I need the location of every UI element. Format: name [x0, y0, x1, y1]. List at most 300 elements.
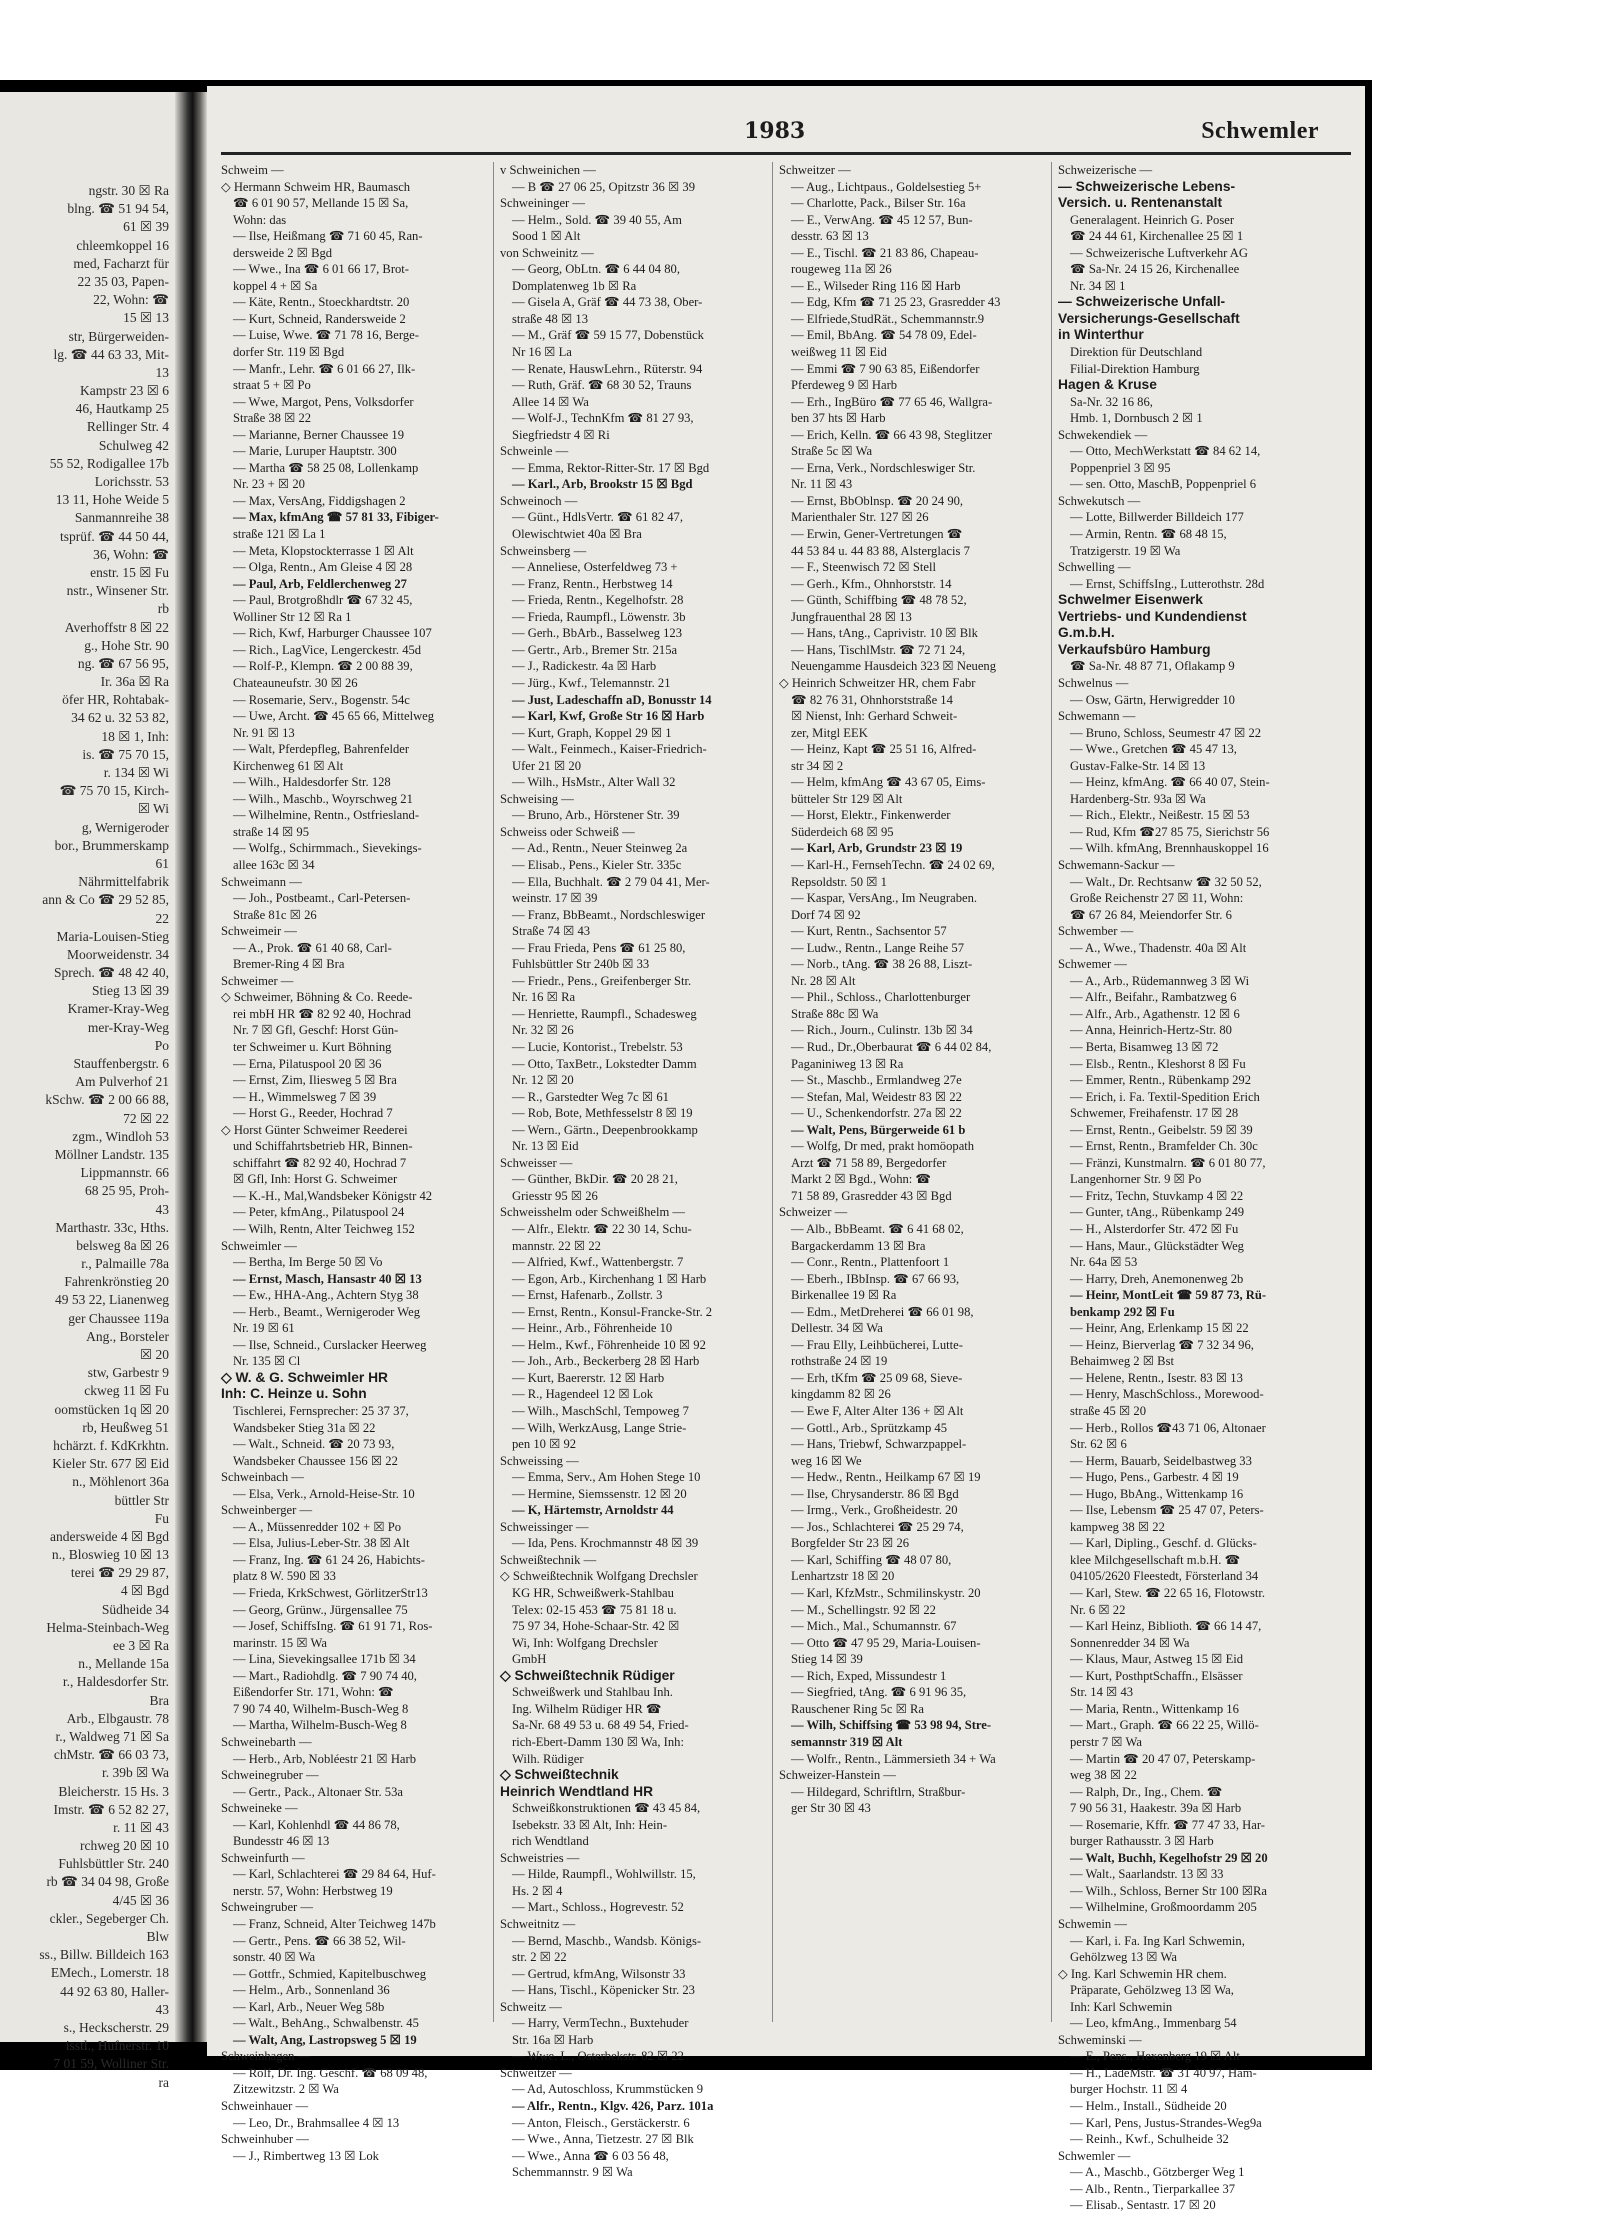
directory-entry: — Ruth, Gräf. ☎ 68 30 52, Trauns [512, 378, 692, 393]
directory-entry: — Anton, Fleisch., Gerstäckerstr. 6 [512, 2115, 690, 2130]
directory-entry: — Karl, Dipling., Geschf. d. Glücks- [1070, 1536, 1257, 1551]
directory-entry: — B ☎ 27 06 25, Opitzstr 36 ☒ 39 [512, 179, 695, 194]
directory-entry: — Martha ☎ 58 25 08, Lollenkamp [233, 460, 419, 475]
directory-entry: klee Milchgesellschaft m.b.H. ☎ [1070, 1552, 1241, 1567]
directory-entry: — Max, VersAng, Fiddigshagen 2 [233, 493, 406, 508]
left-page-line: ee 3 ☒ Ra [113, 1638, 169, 1653]
left-page-line: n., Bloswieg 10 ☒ 13 [51, 1547, 169, 1563]
directory-entry: — Gertrud, kfmAng, Wilsonstr 33 [512, 1966, 686, 1981]
directory-entry: — Reinh., Kwf., Schulheide 32 [1070, 2132, 1229, 2147]
directory-heading: Schwelnus — [1058, 675, 1129, 690]
page-number: 1983 [744, 118, 806, 144]
directory-entry: — Elisab., Sentastr. 17 ☒ 20 [1070, 2198, 1216, 2213]
left-page-line: 22, Wohn: ☎ [93, 292, 169, 308]
directory-heading: Schweitnitz — [500, 1916, 576, 1931]
left-page-line: Helma-Steinbach-Weg [46, 1619, 169, 1635]
directory-entry: Dellestr. 34 ☒ Wa [791, 1321, 883, 1336]
left-page-line: nstr., Winsener Str. [66, 583, 169, 599]
directory-entry: ☎ Sa-Nr. 24 15 26, Kirchenallee [1070, 262, 1240, 277]
directory-entry: — Hilde, Raumpfl., Wohlwillstr. 15, [512, 1867, 696, 1882]
left-page-line: belsweg 8a ☒ 26 [76, 1237, 169, 1253]
directory-entry: — Karl, Pens, Justus-Strandes-Weg9a [1070, 2115, 1262, 2130]
directory-entry: — Günth, Schiffbing ☎ 48 78 52, [791, 593, 967, 608]
directory-heading: Schweitzer — [500, 2065, 572, 2080]
directory-entry: — Walt., Schneid. ☎ 20 73 93, [233, 1437, 395, 1452]
directory-entry: — Norb., tAng. ☎ 38 26 88, Liszt- [791, 957, 973, 972]
directory-entry: — Ludw., Rentn., Lange Reihe 57 [791, 940, 965, 955]
left-page-line: Stauffenbergstr. 6 [73, 1056, 169, 1071]
directory-entry: Ufer 21 ☒ 20 [512, 758, 581, 773]
left-page-line: r. 134 ☒ Wi [103, 765, 169, 780]
directory-heading: Schweinbach — [221, 1470, 304, 1485]
directory-entry: — J., Radickestr. 4a ☒ Harb [512, 659, 657, 674]
directory-entry: — Anna, Heinrich-Hertz-Str. 80 [1070, 1023, 1232, 1038]
directory-entry: ◇ Schweißtechnik Rüdiger [500, 1667, 675, 1683]
directory-entry: Heinrich Wendtland HR [500, 1783, 654, 1799]
directory-heading: Schweinberger — [221, 1503, 313, 1518]
left-page-line: 68 25 95, Proh- [85, 1183, 169, 1199]
directory-entry: Nr 16 ☒ La [512, 345, 572, 360]
left-page-line: öfer HR, Rohtabak- [62, 692, 169, 708]
directory-entry: — Ernst, BbOblnsp. ☎ 20 24 90, [791, 493, 964, 508]
left-page-line: 44 92 63 80, Haller- [60, 1983, 169, 1999]
directory-entry: Ing. Wilhelm Rüdiger HR ☎ [512, 1701, 662, 1716]
left-page-line: EMech., Lomerstr. 18 [50, 1965, 169, 1981]
directory-entry: — Wwe., Anna ☎ 6 03 56 48, [512, 2148, 669, 2163]
directory-entry: — E., Wilseder Ring 116 ☒ Harb [791, 278, 961, 293]
directory-entry: Hs. 2 ☒ 4 [512, 1883, 563, 1898]
directory-entry: — Wwe., Ina ☎ 6 01 66 17, Brot- [233, 262, 409, 277]
directory-entry: — Eberh., IBbInsp. ☎ 67 66 93, [791, 1271, 960, 1286]
directory-entry: — A., Müssenredder 102 + ☒ Po [233, 1519, 402, 1534]
left-page-line: Lippmannstr. 66 [80, 1165, 169, 1181]
directory-entry: Nr. 91 ☒ 13 [233, 725, 295, 740]
directory-entry: — Helm., Arb., Sonnenland 36 [233, 1983, 390, 1998]
left-page-line: ann & Co ☎ 29 52 85, [42, 892, 169, 908]
directory-entry: KG HR, Schweißwerk-Stahlbau [512, 1586, 674, 1601]
directory-entry: — Hans, tAng., Caprivistr. 10 ☒ Blk [791, 626, 978, 641]
directory-entry: — A., Prok. ☎ 61 40 68, Carl- [233, 940, 392, 955]
directory-entry: — Irmg., Verk., Großheidestr. 20 [791, 1503, 958, 1518]
left-page-line: mer-Kray-Weg [87, 1019, 169, 1035]
directory-entry: 7 90 56 31, Haakestr. 39a ☒ Harb [1070, 1801, 1242, 1816]
directory-entry: kingdamm 82 ☒ 26 [791, 1387, 891, 1402]
left-page-line: Südheide 34 [101, 1601, 169, 1617]
directory-entry: — A., Wwe., Thadenstr. 40a ☒ Alt [1070, 940, 1247, 955]
directory-entry: — Frieda, KrkSchwest, GörlitzerStr13 [233, 1586, 428, 1601]
directory-entry: — Wilh., HsMstr., Alter Wall 32 [512, 775, 676, 790]
directory-entry: — Walt., Feinmech., Kaiser-Friedrich- [512, 742, 707, 757]
directory-entry: — Karl, Kohlenhdl ☎ 44 86 78, [233, 1817, 400, 1832]
left-page-line: ngstr. 30 ☒ Ra [88, 183, 169, 198]
directory-heading: Schwekutsch — [1058, 493, 1141, 508]
directory-entry: Inh: Karl Schwemin [1070, 1999, 1173, 2014]
directory-entry: — Hans, Maur., Glückstädter Weg [1070, 1238, 1244, 1253]
directory-entry: — Charlotte, Pack., Bilser Str. 16a [791, 196, 966, 211]
left-page-line: terei ☎ 29 29 87, [70, 1565, 169, 1581]
directory-entry: — Ernst, Masch, Hansastr 40 ☒ 13 [233, 1271, 422, 1286]
directory-entry: Repsoldstr. 50 ☒ 1 [791, 874, 887, 889]
directory-entry: sonstr. 40 ☒ Wa [233, 1950, 316, 1965]
directory-entry: Behaimweg 2 ☒ Bst [1070, 1354, 1174, 1369]
directory-entry: — Emma, Rektor-Ritter-Str. 17 ☒ Bgd [512, 460, 710, 475]
directory-entry: Bargackerdamm 13 ☒ Bra [791, 1238, 926, 1253]
directory-entry: Nr. 19 ☒ 61 [233, 1321, 295, 1336]
directory-entry: — Hildegard, Schriftlrn, Straßbur- [791, 1784, 966, 1799]
directory-entry: nerstr. 57, Wohn: Herbstweg 19 [233, 1883, 393, 1898]
directory-entry: Nr. 11 ☒ 43 [791, 477, 853, 492]
directory-entry: — Ad., Rentn., Neuer Steinweg 2a [512, 841, 688, 856]
directory-entry: — Meta, Klopstockterrasse 1 ☒ Alt [233, 543, 414, 558]
directory-entry: — Gertr., Pens. ☎ 66 38 52, Wil- [233, 1933, 406, 1948]
directory-entry: — Karl, Schlachterei ☎ 29 84 64, Huf- [233, 1867, 436, 1882]
directory-entry: str. 2 ☒ 22 [512, 1950, 567, 1965]
left-page-line: n., Möhlenort 36a [72, 1474, 169, 1490]
left-page-line: Averhoffstr 8 ☒ 22 [64, 619, 169, 635]
directory-entry: in Winterthur [1058, 327, 1144, 343]
directory-entry: Str. 16a ☒ Harb [512, 2032, 594, 2047]
directory-entry: — Erich, i. Fa. Textil-Spedition Erich [1070, 1089, 1260, 1104]
directory-entry: Griesstr 95 ☒ 26 [512, 1188, 598, 1203]
directory-entry: burger Hochstr. 11 ☒ 4 [1070, 2082, 1188, 2097]
directory-entry: — Bruno, Schloss, Seumestr 47 ☒ 22 [1070, 725, 1262, 740]
directory-entry: pen 10 ☒ 92 [512, 1437, 577, 1452]
directory-entry: Gehölzweg 13 ☒ Wa [1070, 1950, 1177, 1965]
directory-entry: Sood 1 ☒ Alt [512, 229, 581, 244]
directory-entry: Straße 81c ☒ 26 [233, 907, 317, 922]
directory-heading: ◇ Schweißtechnik Wolfgang Drechsler [500, 1569, 698, 1584]
directory-entry: — Rolf, Dr. Ing. Geschf. ☎ 68 09 48, [233, 2065, 428, 2080]
directory-heading: Schweizer — [779, 1205, 848, 1220]
directory-entry: Poppenpriel 3 ☒ 95 [1070, 460, 1171, 475]
directory-entry: — H., Wimmelsweg 7 ☒ 39 [233, 1089, 377, 1104]
directory-entry: straße 48 ☒ 13 [512, 311, 588, 326]
directory-entry: burger Rathausstr. 3 ☒ Harb [1070, 1834, 1214, 1849]
directory-entry: — Wwe., Anna, Tietzestr. 27 ☒ Blk [512, 2132, 694, 2147]
directory-heading: Schweinebarth — [221, 1734, 312, 1749]
directory-entry: — Maria, Rentn., Wittenkamp 16 [1070, 1701, 1239, 1716]
directory-entry: — Wilh, Rentn, Alter Teichweg 152 [233, 1222, 415, 1236]
directory-entry: — Hedw., Rentn., Heilkamp 67 ☒ 19 [791, 1470, 981, 1485]
left-page-line: Moorweidenstr. 34 [67, 946, 169, 962]
directory-entry: semannstr 319 ☒ Alt [791, 1734, 903, 1749]
directory-entry: — Wolf-J., TechnKfm ☎ 81 27 93, [512, 411, 694, 426]
directory-entry: — Egon, Arb., Kirchenhang 1 ☒ Harb [512, 1271, 707, 1286]
directory-entry: — Leo, Dr., Brahmsallee 4 ☒ 13 [233, 2115, 400, 2130]
directory-entry: rougeweg 11a ☒ 26 [791, 262, 892, 277]
left-page-line: 43 [155, 1201, 169, 1217]
left-page-line: Möllner Landstr. 135 [54, 1146, 169, 1162]
directory-entry: — Franz, BbBeamt., Nordschleswiger [512, 907, 706, 922]
directory-entry: — Ernst, Rentn., Bramfelder Ch. 30c [1070, 1139, 1258, 1154]
directory-entry: — Peter, kfmAng., Pilatuspool 24 [233, 1205, 405, 1220]
directory-entry: Versich. u. Rentenanstalt [1058, 195, 1223, 211]
directory-entry: Straße 5c ☒ Wa [791, 444, 873, 459]
directory-entry: — Armin, Rentn. ☎ 68 48 15, [1070, 527, 1227, 542]
directory-entry: allee 163c ☒ 34 [233, 857, 315, 872]
directory-heading: Schwemer — [1058, 957, 1127, 972]
directory-entry: Markt 2 ☒ Bgd., Wohn: ☎ [791, 1172, 932, 1187]
directory-entry: — Karl, Arb., Neuer Weg 58b [233, 1999, 385, 2014]
directory-entry: — St., Maschb., Ermlandweg 27e [791, 1073, 962, 1088]
directory-entry: — Erh., IngBüro ☎ 77 65 46, Wallgra- [791, 394, 993, 409]
left-page-line: is. ☎ 75 70 15, [82, 746, 169, 762]
directory-entry: Wilh. Rüdiger [512, 1751, 584, 1766]
left-page-line: rb [157, 601, 169, 617]
left-page-line: rb ☎ 34 04 98, Große [46, 1874, 169, 1890]
left-page-line: Blw [146, 1929, 169, 1944]
directory-heading: Schweinsberg — [500, 543, 587, 558]
left-page-line: r., Waldweg 71 ☒ Sa [55, 1728, 169, 1744]
directory-entry: — Mart., Schloss., Hogrevestr. 52 [512, 1900, 684, 1915]
directory-entry: — Rosemarie, Serv., Bogenstr. 54c [233, 692, 410, 707]
directory-entry: — Ilse, Chrysanderstr. 86 ☒ Bgd [791, 1486, 959, 1501]
directory-entry: — Harry, Dreh, Anemonenweg 2b [1070, 1271, 1244, 1286]
left-page-line: Po [154, 1037, 169, 1053]
directory-entry: Schwemer, Freihafenstr. 17 ☒ 28 [1070, 1106, 1239, 1121]
directory-entry: — Uwe, Archt. ☎ 45 65 66, Mittelweg [233, 709, 435, 724]
left-page-line: 13 11, Hohe Weide 5 [55, 492, 169, 508]
left-page-line: rchweg 20 ☒ 10 [80, 1838, 169, 1854]
left-page-line: Marthastr. 33c, Hths. [55, 1219, 169, 1235]
left-page-line: Nährmittelfabrik [78, 874, 169, 890]
left-page-line: n., Mellande 15a [78, 1656, 169, 1672]
left-page-line: str, Bürgerweiden- [68, 328, 169, 344]
directory-entry: — Karl, Arb, Grundstr 23 ☒ 19 [791, 841, 963, 856]
directory-entry: — Bernd, Maschb., Wandsb. Königs- [512, 1933, 702, 1948]
directory-entry: — Walt, Buchh, Kegelhofstr 29 ☒ 20 [1070, 1850, 1268, 1865]
directory-entry: Fuhlsbüttler Str 240b ☒ 33 [512, 957, 650, 972]
left-page-line: Arb., Elbgaustr. 78 [66, 1710, 169, 1726]
directory-entry: Domplatenweg 1b ☒ Ra [512, 278, 637, 293]
directory-entry: — Wwe, Margot, Pens, Volksdorfer [233, 394, 414, 409]
directory-entry: ter Schweimer u. Kurt Böhning [233, 1039, 392, 1054]
directory-entry: ☒ Nienst, Inh: Gerhard Schweit- [791, 709, 958, 724]
directory-entry: Schweißwerk und Stahlbau Inh. [512, 1685, 673, 1700]
directory-entry: — Elsa, Verk., Arnold-Heise-Str. 10 [233, 1486, 415, 1501]
directory-heading: Schweinfurth — [221, 1850, 305, 1865]
directory-entry: — Olga, Rentn., Am Gleise 4 ☒ 28 [233, 560, 413, 575]
directory-entry: — Ralph, Dr., Ing., Chem. ☎ [1070, 1784, 1223, 1799]
directory-entry: Nr. 32 ☒ 26 [512, 1023, 574, 1038]
directory-entry: — Henriette, Raumpfl., Schadesweg [512, 1006, 697, 1021]
directory-entry: — J., Rimbertweg 13 ☒ Lok [233, 2148, 379, 2163]
directory-entry: — Ad, Autoschloss, Krummstücken 9 [512, 2082, 704, 2097]
directory-entry: — Heinr, Ang, Erlenkamp 15 ☒ 22 [1070, 1321, 1249, 1336]
left-page-line: lg. ☎ 44 63 33, Mit- [53, 346, 169, 362]
directory-entry: Wi, Inh: Wolfgang Drechsler [512, 1635, 658, 1650]
directory-entry: — Frieda, Rentn., Kegelhofstr. 28 [512, 593, 684, 608]
directory-entry: platz 8 W. 590 ☒ 33 [233, 1569, 336, 1584]
directory-entry: — K.-H., Mal,Wandsbeker Königstr 42 [233, 1188, 433, 1203]
directory-heading: Schweisshelm oder Schweißhelm — [500, 1205, 686, 1220]
directory-entry: — Joh., Arb., Beckerberg 28 ☒ Harb [512, 1354, 700, 1369]
directory-entry: marinstr. 15 ☒ Wa [233, 1635, 327, 1650]
directory-entry: — Walt, Pferdepfleg, Bahrenfelder [233, 742, 410, 757]
directory-entry: Wandsbeker Chaussee 156 ☒ 22 [233, 1453, 398, 1468]
directory-entry: — Berta, Bisamweg 13 ☒ 72 [1070, 1039, 1219, 1054]
directory-entry: — Kaspar, VersAng., Im Neugraben. [791, 891, 978, 906]
directory-entry: — H., Alsterdorfer Str. 472 ☒ Fu [1070, 1222, 1239, 1236]
directory-entry: — Wilh., Schloss, Berner Str 100 ☒Ra [1070, 1883, 1267, 1898]
directory-entry: rothstraße 24 ☒ 19 [791, 1354, 888, 1369]
directory-entry: — Ella, Buchhalt. ☎ 2 79 04 41, Mer- [512, 874, 710, 889]
directory-entry: Filial-Direktion Hamburg [1070, 361, 1200, 376]
directory-entry: Str. 62 ☒ 6 [1070, 1437, 1127, 1452]
directory-entry: dersweide 2 ☒ Bgd [233, 245, 333, 260]
directory-entry: — Elisab., Pens., Kieler Str. 335c [512, 857, 682, 872]
directory-entry: — Karl-H., FernsehTechn. ☎ 24 02 69, [791, 857, 995, 872]
directory-entry: — Rich., Elektr., Neißestr. 15 ☒ 53 [1070, 808, 1250, 823]
directory-entry: kampweg 38 ☒ 22 [1070, 1519, 1165, 1534]
directory-entry: — E., Pens., Hexenberg 19 ☒ Alt [1070, 2049, 1240, 2064]
directory-entry: Große Reichenstr 27 ☒ 11, Wohn: [1070, 891, 1244, 906]
directory-entry: — A., Maschb., Götzberger Weg 1 [1070, 2165, 1245, 2180]
directory-entry: — Karl, Schiffing ☎ 48 07 80, [791, 1552, 952, 1567]
directory-entry: — Joh., Postbeamt., Carl-Petersen- [233, 891, 411, 906]
left-page-line: ☎ 75 70 15, Kirch- [59, 783, 169, 799]
directory-entry: Straße 88c ☒ Wa [791, 1006, 879, 1021]
left-page-line: büttler Str [114, 1492, 169, 1508]
left-page-line: ☒ Wi [137, 801, 169, 817]
directory-entry: ger Str 30 ☒ 43 [791, 1801, 871, 1816]
directory-entry: Gustav-Falke-Str. 14 ☒ 13 [1070, 758, 1206, 773]
directory-page [207, 86, 1365, 2213]
directory-entry: — Karl., Arb, Brookstr 15 ☒ Bgd [512, 477, 693, 492]
directory-entry: koppel 4 + ☒ Sa [233, 278, 318, 293]
directory-entry: G.m.b.H. [1058, 625, 1115, 641]
directory-entry: — Herb., Beamt., Wernigeroder Weg [233, 1304, 421, 1319]
directory-entry: Str. 14 ☒ 43 [1070, 1685, 1134, 1700]
directory-entry: Nr. 28 ☒ Alt [791, 973, 856, 988]
directory-entry: — Rud, Kfm ☎27 85 75, Sierichstr 56 [1070, 824, 1270, 839]
directory-entry: str 34 ☒ 2 [791, 758, 844, 773]
directory-entry: Direktion für Deutschland [1070, 345, 1203, 360]
directory-entry: 7 90 74 40, Wilhelm-Busch-Weg 8 [233, 1701, 409, 1716]
directory-entry: rei mbH HR ☎ 82 92 40, Hochrad [233, 1006, 411, 1021]
directory-entry: — Heinr, MontLeit ☎ 59 87 73, Rü- [1070, 1288, 1267, 1303]
directory-entry: — Erna, Pilatuspool 20 ☒ 36 [233, 1056, 382, 1071]
directory-heading: Schweimler — [221, 1238, 297, 1253]
directory-entry: — Wilhelmine, Rentn., Ostfriesland- [233, 808, 420, 823]
directory-entry: — Lina, Sievekingsallee 171b ☒ 34 [233, 1652, 416, 1667]
directory-entry: Wolliner Str 12 ☒ Ra 1 [233, 609, 352, 624]
directory-heading: Schweizerische — [1058, 163, 1153, 177]
directory-entry: perstr 7 ☒ Wa [1070, 1734, 1142, 1749]
directory-entry: — Günt., HdlsVertr. ☎ 61 82 47, [512, 510, 684, 525]
left-page-line: Sanmannreihe 38 [74, 510, 169, 526]
directory-entry: Jungfrauenthal 28 ☒ 13 [791, 609, 912, 624]
directory-entry: — Franz, Ing. ☎ 61 24 26, Habichts- [233, 1552, 425, 1567]
directory-heading: Schweingruber — [221, 1900, 313, 1915]
directory-entry: — Emma, Serv., Am Hohen Stege 10 [512, 1470, 701, 1485]
directory-entry: — Kurt, Baererstr. 12 ☒ Harb [512, 1370, 665, 1385]
book-gutter [175, 92, 207, 2042]
directory-entry: — Hans, Tischl., Köpenicker Str. 23 [512, 1983, 695, 1998]
directory-entry: — Ilse, Schneid., Curslacker Heerweg [233, 1337, 427, 1352]
column-divider [1051, 162, 1052, 2022]
directory-entry: — Mich., Mal., Schumannstr. 67 [791, 1619, 957, 1634]
left-page-line: 49 53 22, Lianenweg [55, 1292, 169, 1308]
directory-entry: — Manfr., Lehr. ☎ 6 01 66 27, Ilk- [233, 361, 416, 376]
directory-entry: Tischlerei, Fernsprecher: 25 37 37, [233, 1404, 409, 1419]
left-page-line: Stieg 13 ☒ 39 [92, 983, 169, 999]
directory-entry: — Frau Frieda, Pens ☎ 61 25 80, [512, 940, 686, 955]
directory-entry: straße 45 ☒ 20 [1070, 1404, 1146, 1419]
directory-entry: — Wwe. L., Osterbekstr. 82 ☒ 22 [512, 2049, 684, 2064]
left-page-fragment [0, 92, 175, 2090]
left-page-line: andersweide 4 ☒ Bgd [50, 1528, 169, 1544]
directory-entry: — Klaus, Maur, Astweg 15 ☒ Eid [1070, 1652, 1244, 1667]
left-page-line: med, Facharzt für [73, 255, 169, 271]
directory-heading: Schweinoch — [500, 493, 578, 508]
left-page-line: ckler., Segeberger Ch. [49, 1910, 169, 1926]
directory-heading: Schweinhuber — [221, 2132, 309, 2147]
directory-heading: Schweiss oder Schweiß — [500, 824, 635, 839]
directory-entry: Siegfriedstr 4 ☒ Ri [512, 427, 610, 442]
directory-entry: — Günther, BkDir. ☎ 20 28 21, [512, 1172, 678, 1187]
directory-entry: — Anneliese, Osterfeldweg 73 + [512, 560, 678, 575]
directory-entry: — Schweizerische Unfall- [1058, 294, 1226, 310]
directory-heading: Schweminski — [1058, 2032, 1142, 2047]
directory-entry: — Heinz, Kapt ☎ 25 51 16, Alfred- [791, 742, 977, 757]
left-page-line: Fu [154, 1510, 169, 1526]
directory-entry: — Ernst, SchiffsIng., Lutterothstr. 28d [1070, 576, 1265, 591]
left-page-line: Bra [149, 1692, 169, 1708]
left-page-line: r. 39b ☒ Wa [101, 1765, 169, 1781]
directory-entry: — R., Garstedter Weg 7c ☒ 61 [512, 1089, 669, 1104]
directory-entry: ☎ 24 44 61, Kirchenallee 25 ☒ 1 [1070, 229, 1244, 244]
directory-entry: — Wilh. kfmAng, Brennhauskoppel 16 [1070, 841, 1269, 856]
left-page-line: Rellinger Str. 4 [86, 419, 169, 435]
directory-entry: Lenhartzstr 18 ☒ 20 [791, 1569, 895, 1584]
left-page-line: 34 62 u. 32 53 82, [71, 710, 169, 726]
left-page-line: 61 [155, 855, 169, 871]
directory-entry: — Walt, Ang, Lastropsweg 5 ☒ 19 [233, 2032, 417, 2047]
directory-entry: — Erna, Verk., Nordschleswiger Str. [791, 460, 976, 475]
directory-entry: — Renate, HauswLehrn., Rüterstr. 94 [512, 361, 703, 376]
directory-entry: — Wolfg, Dr med, prakt homöopath [791, 1139, 975, 1154]
left-page-text [0, 182, 175, 2092]
directory-entry: — Wolfg., Schirmmach., Sievekings- [233, 841, 422, 856]
directory-entry: weg 16 ☒ We [791, 1453, 862, 1468]
directory-entry: — Marianne, Berner Chaussee 19 [233, 427, 405, 442]
directory-entry: ☎ 6 01 90 57, Mellande 15 ☒ Sa, [233, 196, 409, 211]
directory-entry: — Erich, Kelln. ☎ 66 43 98, Steglitzer [791, 427, 993, 442]
directory-entry: — Herb., Arb, Nobléestr 21 ☒ Harb [233, 1751, 417, 1766]
left-page-line: Am Pulverhof 21 [75, 1074, 169, 1090]
directory-entry: — Gerh., BbArb., Basselweg 123 [512, 626, 682, 641]
directory-heading: Schweinhagen — [221, 2049, 311, 2064]
left-page-line: ss., Billw. Billdeich 163 [39, 1947, 169, 1963]
directory-entry: — E., VerwAng. ☎ 45 12 57, Bun- [791, 212, 973, 227]
directory-heading: Schweimann — [221, 874, 302, 889]
directory-entry: — Alb., BbBeamt. ☎ 6 41 68 02, [791, 1222, 964, 1236]
left-page-line: ckweg 11 ☒ Fu [84, 1383, 169, 1399]
directory-entry: — Bertha, Im Berge 50 ☒ Vo [233, 1255, 383, 1270]
directory-entry: bütteler Str 129 ☒ Alt [791, 791, 903, 806]
left-page-line: ☒ 20 [140, 1347, 169, 1362]
directory-entry: — R., Hagendeel 12 ☒ Lok [512, 1387, 654, 1402]
directory-entry: — Alfried, Kwf., Wattenbergstr. 7 [512, 1255, 684, 1270]
directory-entry: ◇ W. & G. Schweimler HR [221, 1369, 389, 1385]
directory-entry: Langenhorner Str. 9 ☒ Po [1070, 1172, 1202, 1187]
directory-entry: Nr. 7 ☒ Gfl, Geschf: Horst Gün- [233, 1023, 399, 1038]
column-divider [772, 162, 773, 2022]
directory-entry: — Walt., BehAng., Schwalbenstr. 45 [233, 2016, 419, 2031]
directory-entry: — Lotte, Billwerder Billdeich 177 [1070, 510, 1244, 525]
directory-heading: Schweinegruber — [221, 1768, 319, 1783]
